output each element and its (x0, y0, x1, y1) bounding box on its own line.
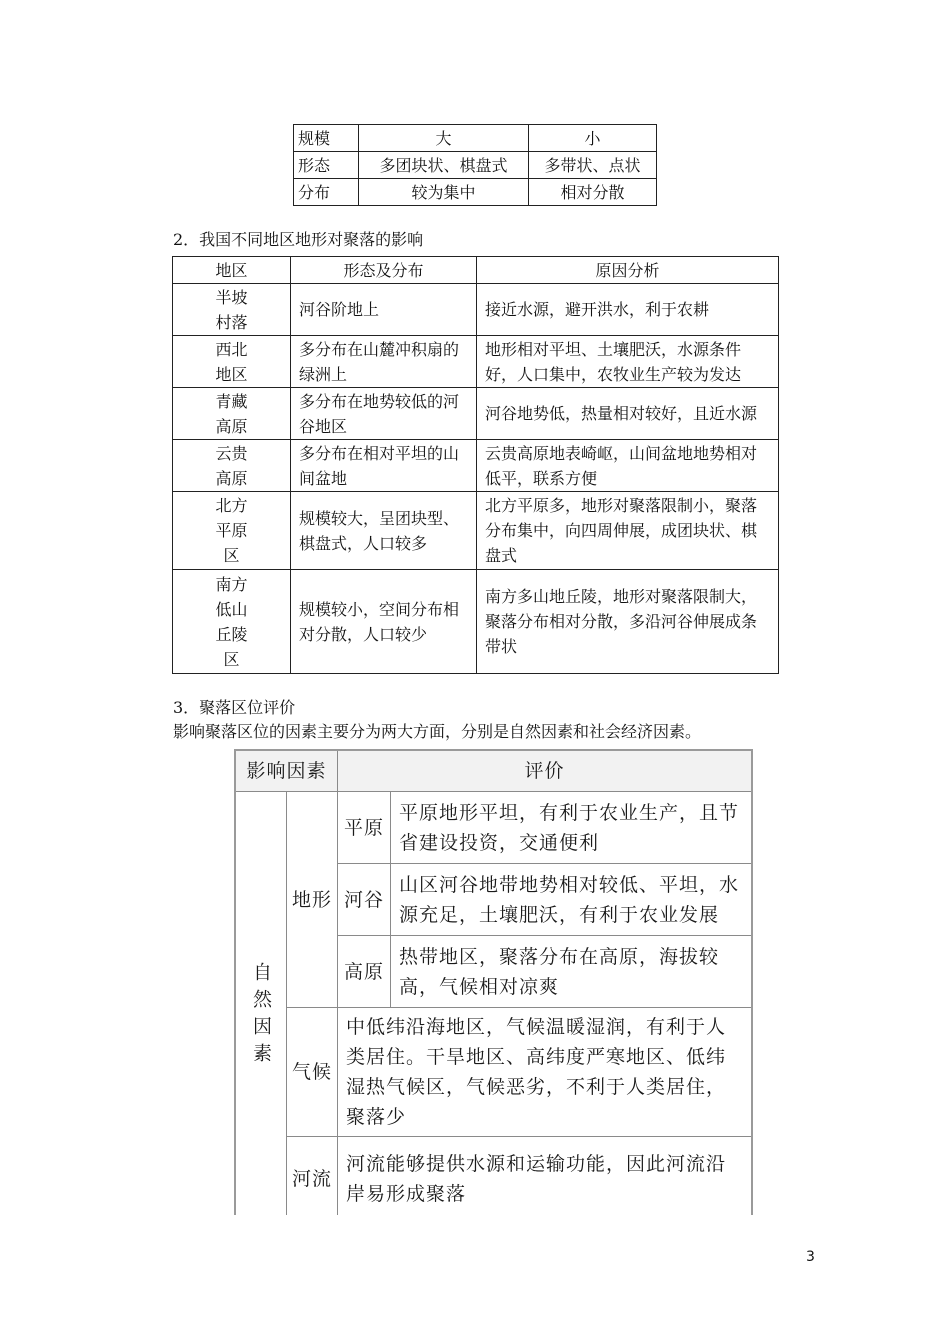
climate-label: 气候 (287, 1008, 338, 1137)
row-label: 分布 (294, 179, 359, 206)
location-evaluation-table-figure (234, 749, 754, 1215)
table-row (173, 492, 779, 570)
terrain-label: 地形 (287, 792, 338, 1008)
form-cell: 规模较小，空间分布相对分散，人口较少 (291, 570, 477, 674)
river-label: 河流 (287, 1137, 338, 1216)
cell: 大 (359, 125, 529, 152)
cell: 多团块状、棋盘式 (359, 152, 529, 179)
header-form: 形态及分布 (291, 257, 477, 284)
terrain-type: 平原 (338, 792, 391, 864)
row-label: 规模 (294, 125, 359, 152)
evaluation-text: 平原地形平坦，有利于农业生产，且节省建设投资，交通便利 (391, 792, 753, 864)
region-cell: 云贵 高原 (173, 440, 291, 492)
cell: 相对分散 (529, 179, 657, 206)
form-cell: 多分布在相对平坦的山间盆地 (291, 440, 477, 492)
evaluation-text: 中低纬沿海地区，气候温暖湿润，有利于人类居住。干旱地区、高纬度严寒地区、低纬湿热气候区，气候恶劣，不利于人类居住，聚落少 (338, 1008, 753, 1137)
reason-cell: 南方多山地丘陵，地形对聚落限制大，聚落分布相对分散，多沿河谷伸展成条带状 (477, 570, 779, 674)
section-2-heading: 2．我国不同地区地形对聚落的影响 (173, 230, 424, 249)
cell: 小 (529, 125, 657, 152)
header-evaluation: 评价 (338, 750, 753, 792)
terrain-type: 高原 (338, 936, 391, 1008)
table-header-row (173, 257, 779, 284)
table-row (294, 179, 657, 206)
form-cell: 规模较大，呈团块型、棋盘式，人口较多 (291, 492, 477, 570)
table-header-row (235, 750, 752, 792)
header-factor: 影响因素 (235, 750, 338, 792)
page-number: 3 (806, 1249, 815, 1265)
region-cell: 青藏 高原 (173, 388, 291, 440)
evaluation-text: 热带地区，聚落分布在高原，海拔较高，气候相对凉爽 (391, 936, 753, 1008)
table-row (235, 1008, 752, 1137)
cell: 多带状、点状 (529, 152, 657, 179)
settlement-scale-table (293, 124, 657, 206)
reason-cell: 接近水源，避开洪水，利于农耕 (477, 284, 779, 336)
table-row (294, 152, 657, 179)
terrain-type: 河谷 (338, 864, 391, 936)
table-row (294, 125, 657, 152)
table-row (235, 792, 752, 864)
table-row (173, 570, 779, 674)
region-cell: 西北 地区 (173, 336, 291, 388)
region-cell: 半坡 村落 (173, 284, 291, 336)
reason-cell: 河谷地势低，热量相对较好，且近水源 (477, 388, 779, 440)
evaluation-text: 山区河谷地带地势相对较低、平坦，水源充足，土壤肥沃，有利于农业发展 (391, 864, 753, 936)
evaluation-text: 河流能够提供水源和运输功能，因此河流沿岸易形成聚落 (338, 1137, 753, 1216)
header-reason: 原因分析 (477, 257, 779, 284)
category-label: 自然因素 (250, 962, 272, 1071)
region-cell: 南方 低山 丘陵 区 (173, 570, 291, 674)
form-cell: 河谷阶地上 (291, 284, 477, 336)
header-region: 地区 (173, 257, 291, 284)
category-cell (235, 792, 287, 1216)
cell: 较为集中 (359, 179, 529, 206)
form-cell: 多分布在地势较低的河谷地区 (291, 388, 477, 440)
reason-cell: 北方平原多，地形对聚落限制小，聚落分布集中，向四周伸展，成团块状、棋盘式 (477, 492, 779, 570)
reason-cell: 云贵高原地表崎岖，山间盆地地势相对低平，联系方便 (477, 440, 779, 492)
section-3-intro: 影响聚落区位的因素主要分为两大方面，分别是自然因素和社会经济因素。 (173, 722, 702, 741)
table-row (173, 284, 779, 336)
form-cell: 多分布在山麓冲积扇的绿洲上 (291, 336, 477, 388)
terrain-influence-table (172, 256, 779, 674)
reason-cell: 地形相对平坦、土壤肥沃，水源条件好，人口集中，农牧业生产较为发达 (477, 336, 779, 388)
row-label: 形态 (294, 152, 359, 179)
table-row (173, 336, 779, 388)
section-3-heading: 3．聚落区位评价 (173, 698, 296, 717)
location-evaluation-table (234, 749, 753, 1215)
table-row (173, 440, 779, 492)
table-row (235, 1137, 752, 1216)
region-cell: 北方 平原 区 (173, 492, 291, 570)
table-row (173, 388, 779, 440)
